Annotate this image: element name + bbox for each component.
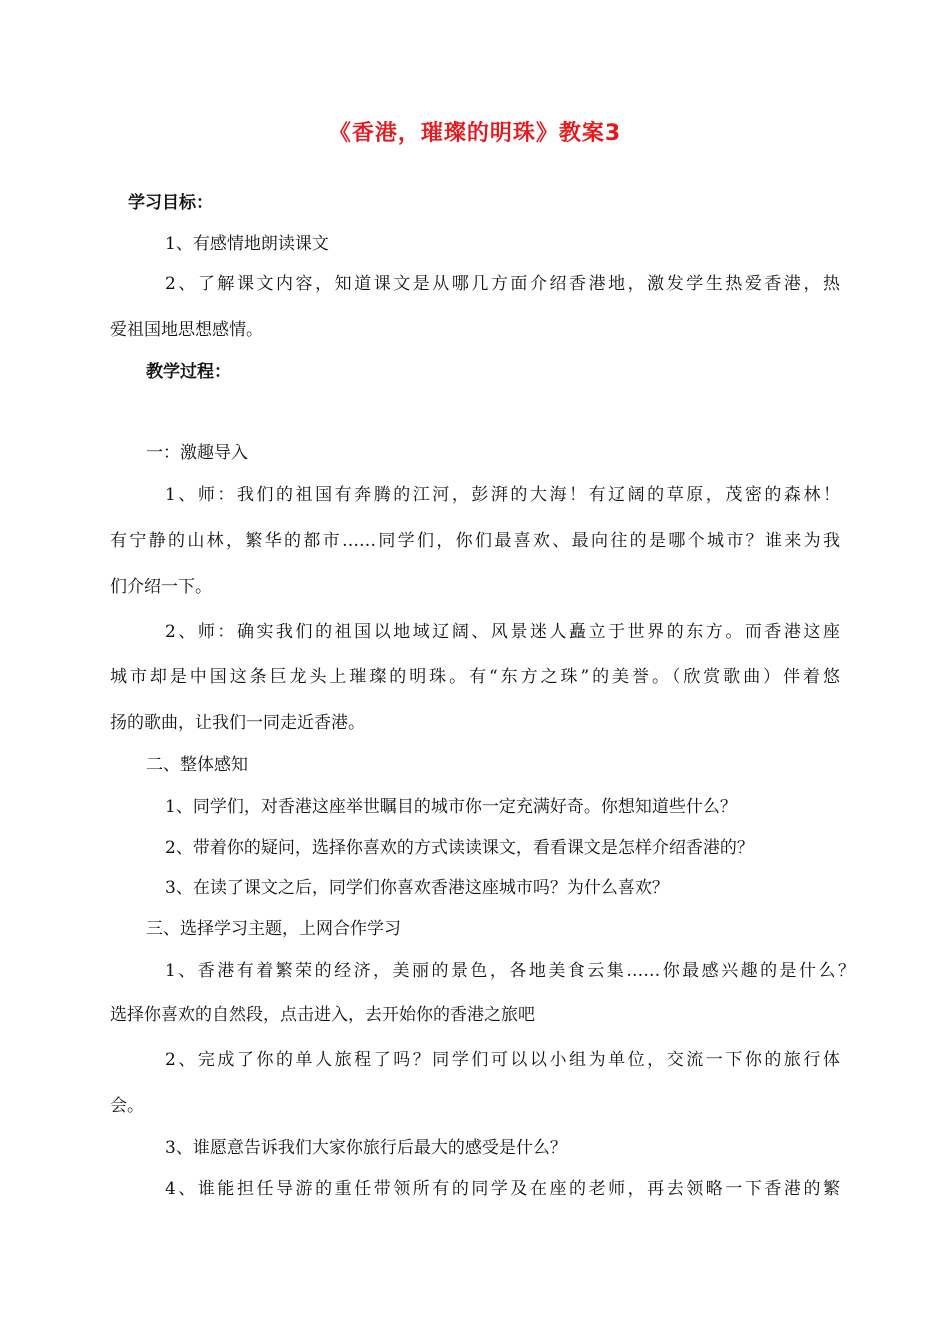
document-title: 《香港，璀璨的明珠》教案3 (328, 121, 622, 146)
paragraph-line: 2、带着你的疑问，选择你喜欢的方式读读课文，看看课文是怎样介绍香港的？ (165, 838, 754, 858)
paragraph-line: 们介绍一下。 (110, 577, 212, 597)
paragraph-line: 4、谁能担任导游的重任带领所有的同学及在座的老师，再去领略一下香港的繁 (165, 1179, 840, 1199)
paragraph-line: 1、有感情地朗读课文 (165, 234, 329, 254)
section-heading: 三、选择学习主题，上网合作学习 (146, 919, 401, 939)
section-heading-process: 教学过程： (146, 362, 231, 382)
section-heading: 二、整体感知 (146, 755, 248, 775)
paragraph-line: 2、师：确实我们的祖国以地域辽阔、风景迷人矗立于世界的东方。而香港这座 (165, 622, 840, 642)
paragraph-line: 选择你喜欢的自然段，点击进入，去开始你的香港之旅吧 (110, 1005, 535, 1025)
paragraph-line: 城市却是中国这条巨龙头上璀璨的明珠。有“东方之珠”的美誉。（欣赏歌曲）伴着悠 (110, 667, 840, 687)
paragraph-line: 2、了解课文内容，知道课文是从哪几方面介绍香港地，激发学生热爱香港，热 (165, 274, 840, 294)
paragraph-line: 有宁静的山林，繁华的都市……同学们，你们最喜欢、最向往的是哪个城市？谁来为我 (110, 531, 840, 551)
paragraph-line: 3、谁愿意告诉我们大家你旅行后最大的感受是什么？ (165, 1138, 567, 1158)
paragraph-line: 3、在读了课文之后，同学们你喜欢香港这座城市吗？为什么喜欢？ (165, 878, 669, 898)
paragraph-line: 2、完成了你的单人旅程了吗？同学们可以以小组为单位，交流一下你的旅行体 (165, 1050, 840, 1070)
paragraph-line: 扬的歌曲，让我们一同走近香港。 (110, 713, 365, 733)
paragraph-line: 1、香港有着繁荣的经济，美丽的景色，各地美食云集……你最感兴趣的是什么？ (165, 961, 855, 981)
section-heading: 一：激趣导入 (146, 443, 248, 463)
paragraph-line: 爱祖国地思想感情。 (110, 320, 263, 340)
paragraph-line: 1、师：我们的祖国有奔腾的江河，彭湃的大海！有辽阔的草原，茂密的森林！ (165, 485, 840, 505)
paragraph-line: 1、同学们，对香港这座举世瞩目的城市你一定充满好奇。你想知道些什么？ (165, 797, 737, 817)
section-heading-objectives: 学习目标： (128, 193, 213, 213)
paragraph-line: 会。 (110, 1096, 144, 1116)
